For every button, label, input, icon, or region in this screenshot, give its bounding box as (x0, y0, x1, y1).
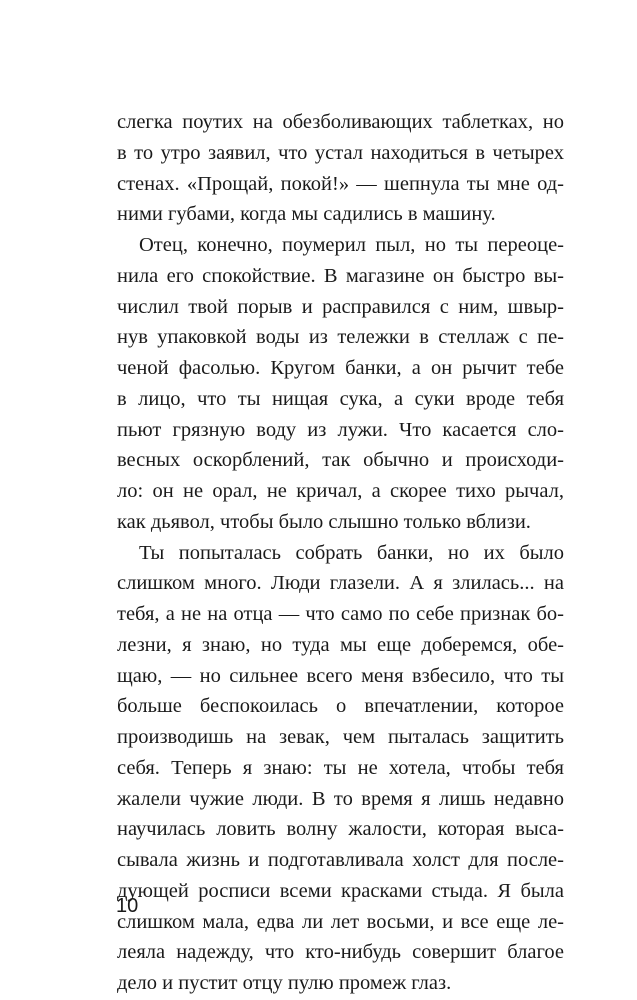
text-line: в лицо, что ты нищая сука, а суки вроде тебя (117, 387, 564, 410)
page-number: 10 (116, 895, 139, 917)
text-line: как дьявол, чтобы было слышно только вблизи. (117, 510, 531, 533)
text-line: леяла надежду, что кто-нибудь совершит благое (117, 941, 564, 964)
text-line: Отец, конечно, поумерил пыл, но ты переоце- (139, 234, 564, 256)
body-text (117, 107, 564, 999)
text-line: тебя, а не на отца — что само по себе признак бо- (117, 603, 564, 625)
text-line: дующей росписи всеми красками стыда. Я была (117, 879, 564, 902)
text-line: Ты попыталась собрать банки, но их было (139, 541, 564, 564)
text-line: себя. Теперь я знаю: ты не хотела, чтобы тебя (117, 756, 564, 779)
text-line: ло: он не орал, не кричал, а скорее тихо рычал, (117, 480, 564, 502)
text-line: стенах. «Прощай, покой!» — шепнула ты мне од- (117, 172, 564, 195)
text-line: слишком мала, едва ли лет восьми, и все еще ле- (117, 910, 564, 933)
text-line: слишком много. Люди глазели. А я злилась... на (117, 572, 564, 595)
text-line: ними губами, когда мы садились в машину. (117, 203, 496, 226)
text-line: больше беспокоилась о впечатлении, которое (117, 695, 564, 718)
text-line: жалели чужие люди. В то время я лишь недавно (117, 787, 564, 810)
text-line: слегка поутих на обезболивающих таблетках, но (117, 111, 564, 133)
text-line: пьют грязную воду из лужи. Что касается сло- (117, 418, 564, 441)
text-line: лезни, я знаю, но туда мы еще доберемся, обе- (117, 633, 564, 656)
text-line: весных оскорблений, так обычно и происходи- (117, 449, 564, 472)
text-line: нила его спокойствие. В магазине он быстро вы- (117, 264, 564, 287)
text-line: нув упаковкой воды из тележки в стеллаж с пе- (117, 326, 564, 349)
text-line: научилась ловить волну жалости, которая выса- (117, 818, 564, 841)
text-line: дело и пустит отцу пулю промеж глаз. (117, 972, 452, 994)
text-line: ченой фасолью. Кругом банки, а он рычит тебе (117, 357, 564, 379)
text-line: в то утро заявил, что устал находиться в четырех (117, 141, 564, 164)
text-line: щаю, — но сильнее всего меня взбесило, что ты (117, 664, 564, 687)
text-line: числил твой порыв и расправился с ним, швыр- (117, 295, 564, 318)
text-line: сывала жизнь и подготавливала холст для после- (117, 849, 564, 871)
text-line: производишь на зевак, чем пыталась защитить (117, 726, 564, 748)
